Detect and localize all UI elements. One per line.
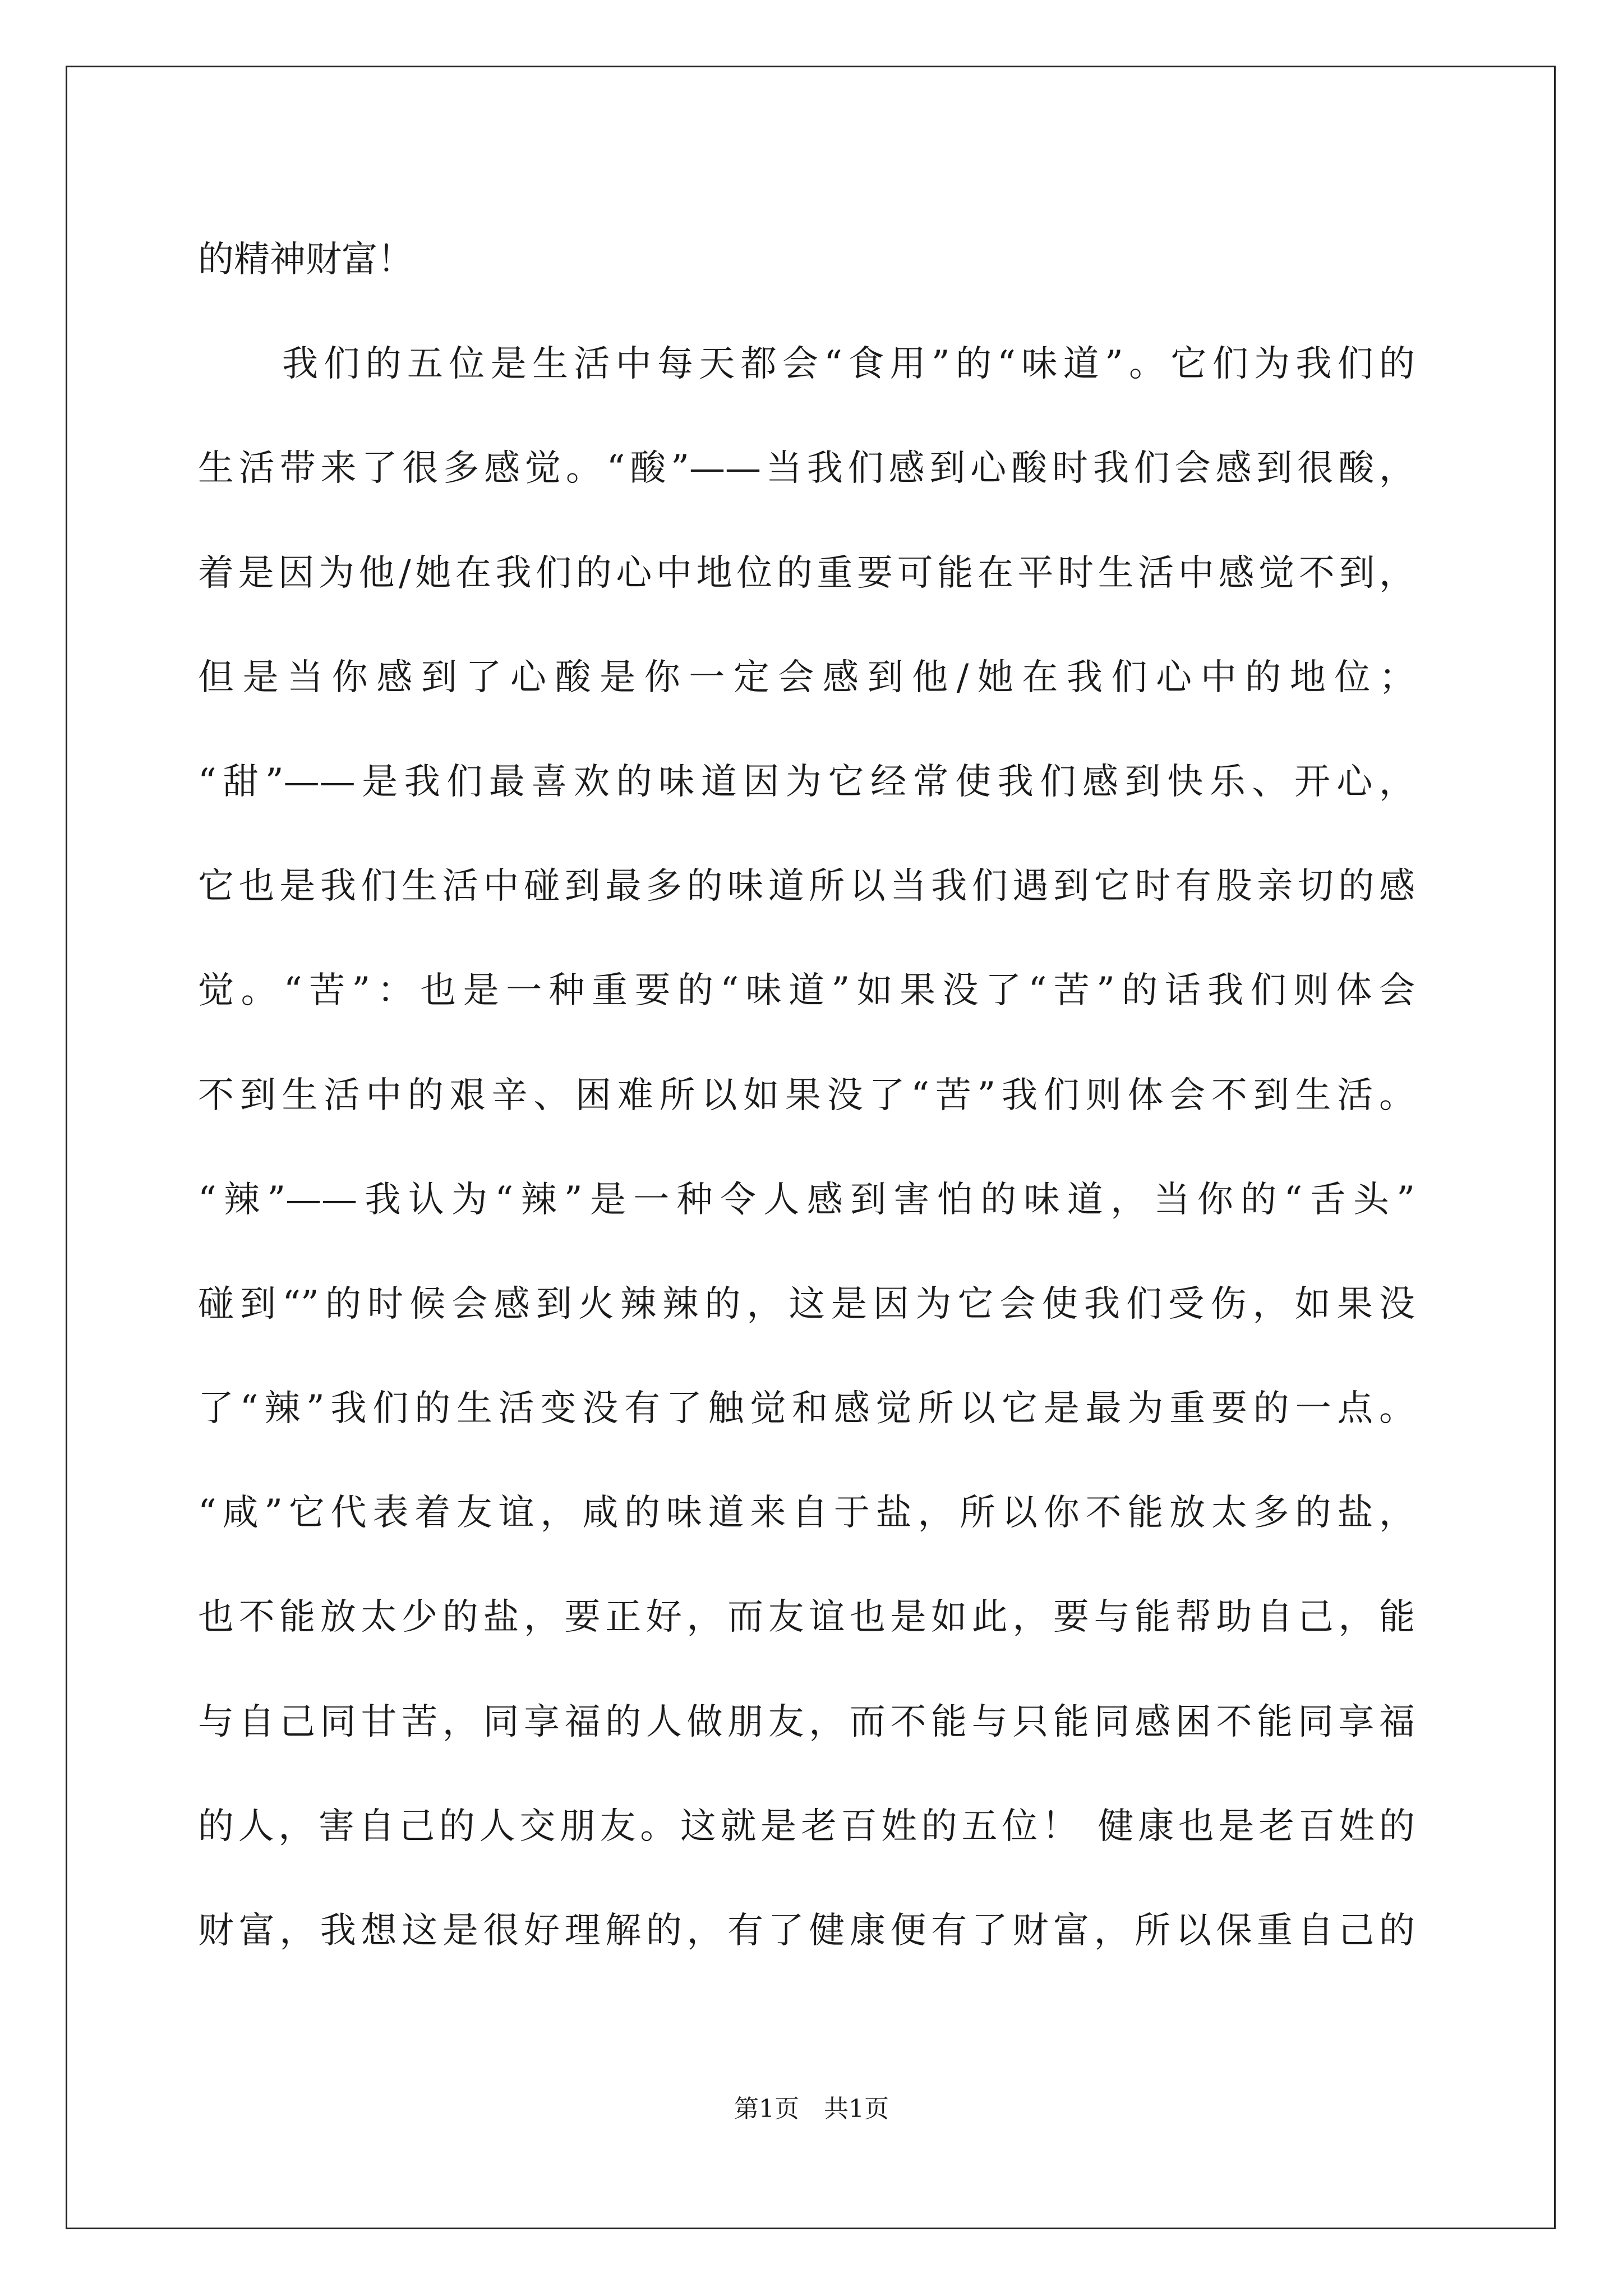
- document-body: [198, 208, 1415, 1983]
- text-line-6: “甜”——是我们最喜欢的味道因为它经常使我们感到快乐、开心，: [198, 761, 1415, 803]
- text-line-7: 它也是我们生活中碰到最多的味道所以当我们遇到它时有股亲切的感: [198, 866, 1415, 908]
- text-line-12: 了“辣”我们的生活变没有了触觉和感觉所以它是最为重要的一点。: [198, 1388, 1415, 1430]
- text-line-3: 生活带来了很多感觉。“酸”——当我们感到心酸时我们会感到很酸，: [198, 448, 1415, 490]
- text-line-14: 也不能放太少的盐，要正好，而友谊也是如此，要与能帮助自己，能: [198, 1596, 1415, 1639]
- text-line-4: 着是因为他/她在我们的心中地位的重要可能在平时生活中感觉不到，: [198, 552, 1415, 594]
- text-line-15: 与自己同甘苦，同享福的人做朋友，而不能与只能同感困不能同享福: [198, 1701, 1415, 1743]
- text-line-9: 不到生活中的艰辛、困难所以如果没了“苦”我们则体会不到生活。: [198, 1074, 1415, 1116]
- text-line-8: 觉。“苦”：也是一种重要的“味道”如果没了“苦”的话我们则体会: [198, 970, 1415, 1012]
- page-number-footer: 第1页 共1页: [734, 2095, 889, 2123]
- text-line-11: 碰到“”的时候会感到火辣辣的，这是因为它会使我们受伤，如果没: [198, 1283, 1415, 1325]
- text-line-16: 的人，害自己的人交朋友。这就是老百姓的五位！ 健康也是老百姓的: [198, 1805, 1415, 1847]
- text-line-1: 的精神财富！: [198, 239, 413, 280]
- text-line-13: “咸”它代表着友谊，咸的味道来自于盐，所以你不能放太多的盐，: [198, 1492, 1415, 1534]
- text-line-17: 财富，我想这是很好理解的，有了健康便有了财富，所以保重自己的: [198, 1910, 1415, 1952]
- text-line-5: 但是当你感到了心酸是你一定会感到他/她在我们心中的地位；: [198, 656, 1415, 698]
- text-line-10: “辣”——我认为“辣”是一种令人感到害怕的味道，当你的“舌头”: [198, 1179, 1415, 1221]
- text-line-2: 我们的五位是生活中每天都会“食用”的“味道”。它们为我们的: [282, 343, 1415, 385]
